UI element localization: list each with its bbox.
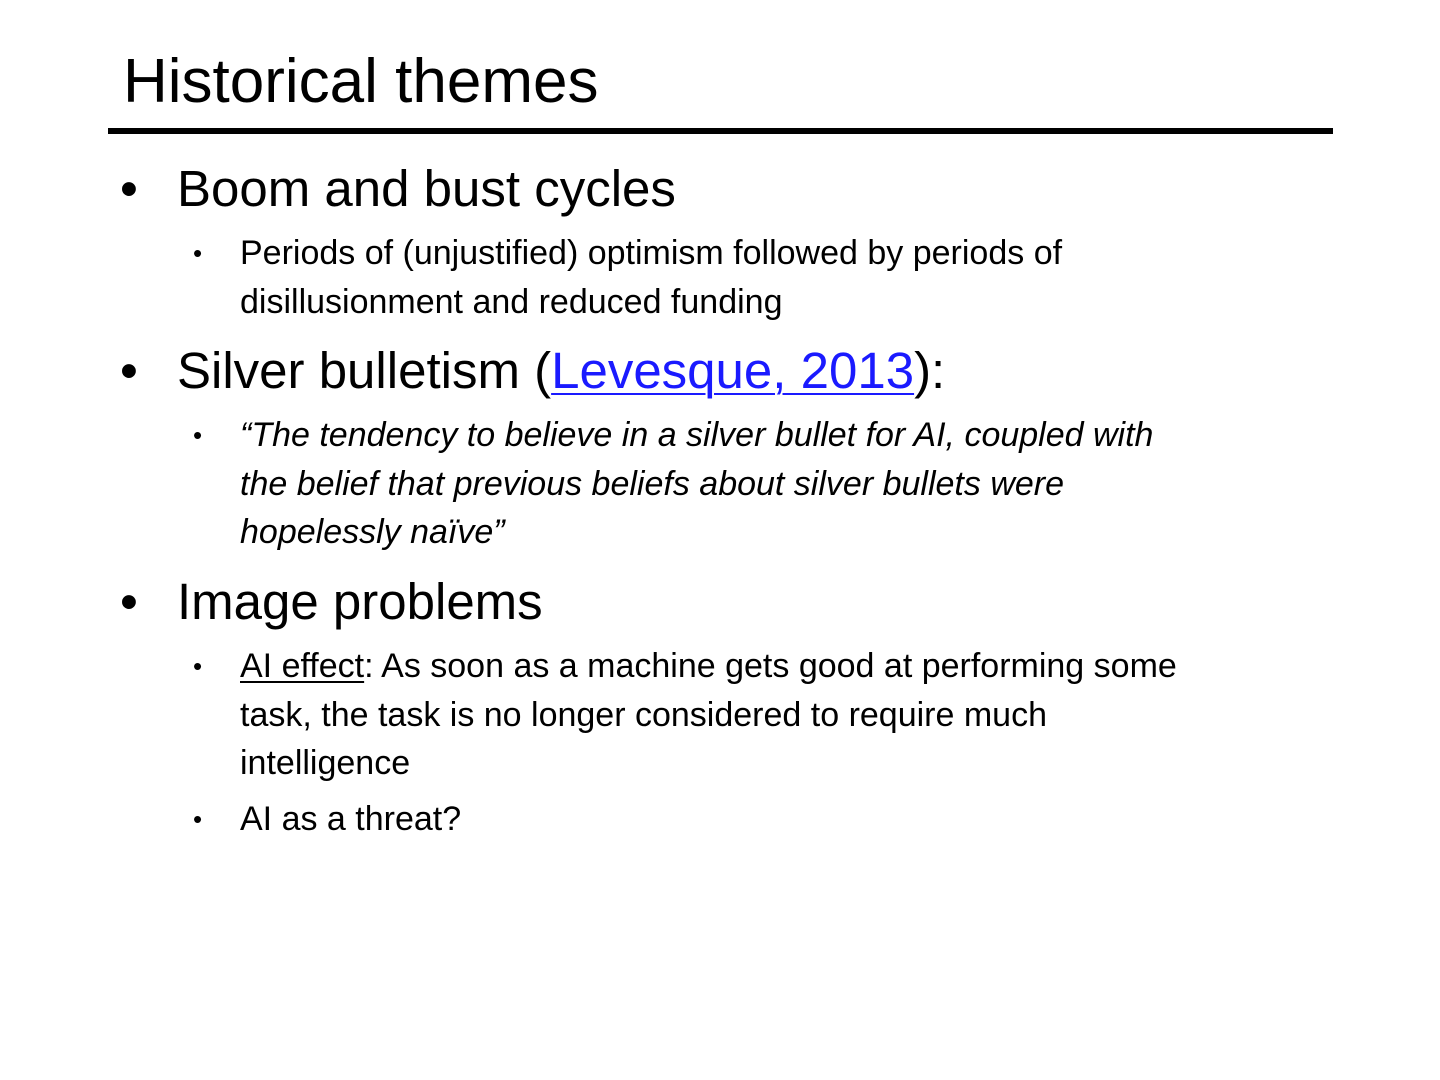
slide-title: Historical themes [123,47,599,116]
sub-bullet-dot-icon: • [193,238,203,268]
bullet-text-prefix: Silver bulletism ( [177,342,552,399]
bullet-text [177,342,945,400]
sub-bullet-line: “The tendency to believe in a silver bullet for AI, coupled with [240,416,1154,454]
bullet-dot-icon: • [120,342,138,399]
sub-bullet-line [240,642,1360,691]
sub-bullet-text: AI as a threat? [240,800,462,838]
bullet-text: Image problems [177,573,543,630]
ai-effect-term: AI effect [240,647,365,685]
title-underline-rule [108,128,1333,134]
sub-bullet-line: Periods of (unjustified) optimism followed by periods of [240,234,1063,272]
sub-bullet-line: disillusionment and reduced funding [240,282,783,321]
sub-bullet-dot-icon: • [193,420,203,450]
bullet-text-suffix: ): [914,342,946,399]
sub-bullet-quote-text [240,411,1360,557]
sub-bullet-text [240,642,1360,788]
sub-bullet-line: task, the task is no longer considered to require much [240,695,1047,734]
sub-bullet-text [240,229,1360,326]
sub-bullet-line: hopelessly naïve” [240,513,505,551]
sub-bullet-line: the belief that previous beliefs about silver bullets were [240,464,1065,503]
sub-bullet-line: intelligence [240,744,411,782]
bullet-dot-icon: • [120,160,138,217]
levesque-2013-link[interactable]: Levesque, 2013 [551,342,915,399]
bullet-dot-icon: • [120,573,138,630]
ai-effect-definition: : As soon as a machine gets good at performing some [364,647,1177,685]
bullet-text: Boom and bust cycles [177,160,676,217]
sub-bullet-dot-icon: • [193,651,203,681]
sub-bullet-dot-icon: • [193,804,203,834]
